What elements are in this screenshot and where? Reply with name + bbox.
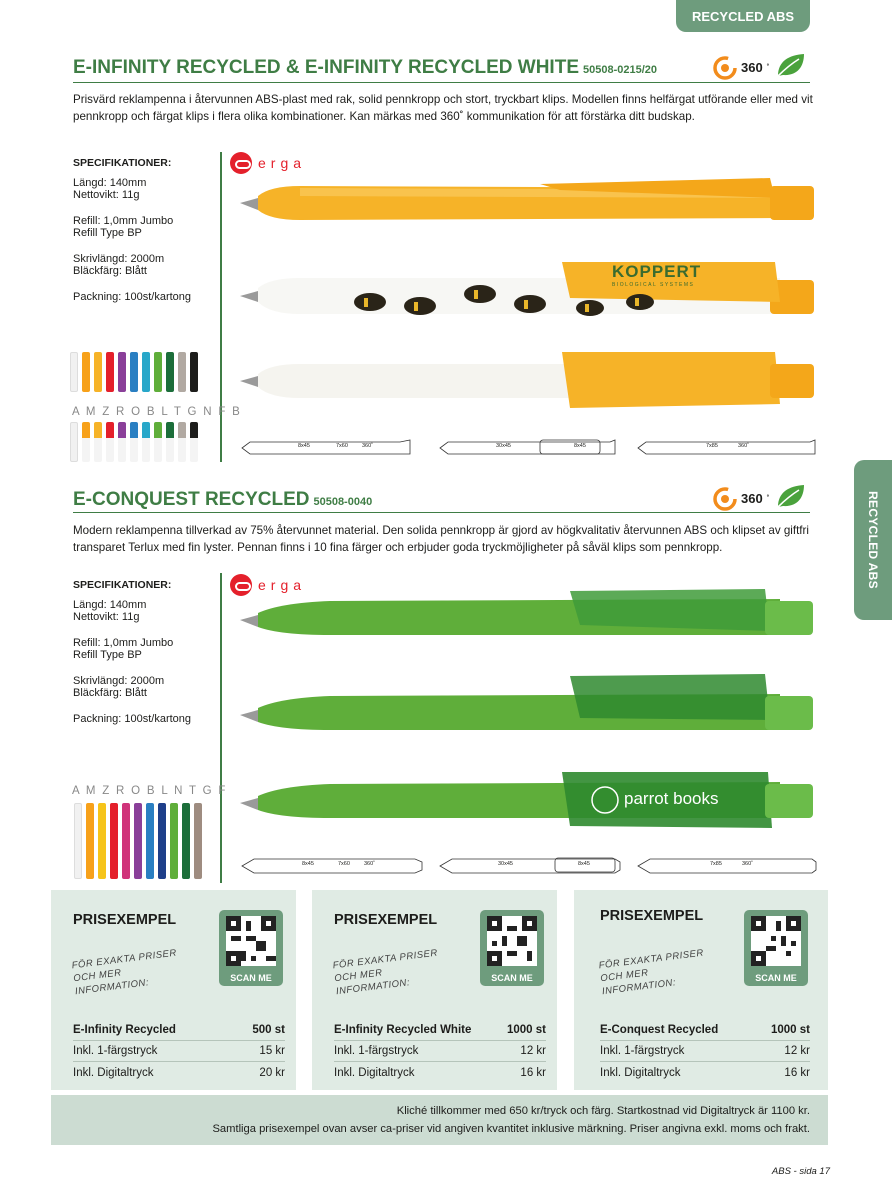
qr-code-icon <box>751 916 801 966</box>
swatch <box>134 803 142 879</box>
swatch <box>142 422 150 462</box>
spec-packing: Packning: 100st/kartong <box>73 290 192 303</box>
print-size: 8x45 <box>574 443 586 449</box>
price-row: Inkl. Digitaltryck 16 kr <box>334 1066 546 1079</box>
section2-title-text: E-CONQUEST RECYCLED <box>73 489 310 510</box>
leaf-icon <box>775 51 807 84</box>
print-size: 7x85 <box>706 443 718 449</box>
swatch <box>98 803 106 879</box>
section2-specs <box>73 579 223 738</box>
section2-title <box>73 489 372 511</box>
swatch <box>118 422 126 462</box>
pen-white-print <box>240 254 820 334</box>
print-size: 8x45 <box>298 443 310 449</box>
section2-divider <box>220 573 222 883</box>
swatch <box>166 422 174 462</box>
brand-name: erga <box>258 577 307 593</box>
spec-ink: Bläckfärg: Blått <box>73 687 147 699</box>
swatch <box>166 352 174 392</box>
swatch <box>70 422 78 462</box>
price-row: E-Infinity Recycled 500 st <box>73 1020 285 1041</box>
print-size: 360˚ <box>364 861 376 867</box>
swatch <box>70 352 78 392</box>
spec-packing: Packning: 100st/kartong <box>73 712 192 725</box>
price-row: E-Conquest Recycled 1000 st <box>600 1020 810 1041</box>
price-header: PRISEXEMPEL <box>334 912 438 928</box>
swatch <box>82 352 90 392</box>
spec-write-length: Skrivlängd: 2000m <box>73 674 165 687</box>
spec-refill: Refill: 1,0mm Jumbo <box>73 214 174 227</box>
swatch <box>170 803 178 879</box>
swatch <box>178 352 186 392</box>
spec-weight: Nettovikt: 11g <box>73 189 140 201</box>
spec-length: Längd: 140mm <box>73 598 147 611</box>
spec-header: SPECIFIKATIONER: <box>73 157 172 169</box>
price-row: Inkl. Digitaltryck 20 kr <box>73 1066 285 1079</box>
section1-color-codes: A M Z R O B L T G N F B <box>72 406 242 418</box>
swatch <box>106 422 114 462</box>
print-logo-subtext: BIOLOGICAL SYSTEMS <box>612 282 695 288</box>
swatch <box>106 352 114 392</box>
spec-refill-type: Refill Type BP <box>73 227 142 239</box>
page-number: ABS - sida 17 <box>771 1166 830 1177</box>
swatch <box>154 422 162 462</box>
pen-green-2 <box>240 670 820 738</box>
swatch <box>142 352 150 392</box>
spec-weight: Nettovikt: 11g <box>73 611 140 623</box>
spec-length: Längd: 140mm <box>73 176 147 189</box>
section2-print-areas <box>240 856 820 876</box>
section1-description: Prisvärd reklampenna i återvunnen ABS-plast med rak, solid pennkropp och stort, tryckbart klips. Modellen finns helfärgat utförande eller med vit pennkropp och färgat klips i flera olika kombinationer. Kan märkas med 360˚ kommunikation för att förstärka ditt budskap. <box>73 93 813 123</box>
section2-code: 50508-0040 <box>313 496 373 508</box>
print-logo-text: parrot books <box>624 789 719 808</box>
print-size: 7x60 <box>336 443 348 449</box>
print-size: 360˚ <box>742 861 754 867</box>
section2-icons <box>713 482 807 515</box>
section1-swatches-white <box>70 422 198 462</box>
price-row: Inkl. 1-färgstryck 15 kr <box>73 1041 285 1062</box>
section1-swatches-full <box>70 352 198 392</box>
handwritten-note: FÖR EXAKTA PRISER OCH MER INFORMATION: <box>71 947 178 998</box>
category-tab-label: RECYCLED ABS <box>691 8 795 24</box>
section2-color-codes: A M Z R O B L N T G F <box>72 785 228 797</box>
brand-name: erga <box>258 155 307 171</box>
swatch <box>94 352 102 392</box>
qr-code[interactable] <box>219 910 283 986</box>
category-tab <box>676 0 810 32</box>
price-header: PRISEXEMPEL <box>73 912 177 928</box>
swatch <box>178 422 186 462</box>
section1-title <box>73 57 657 79</box>
handwritten-note: FÖR EXAKTA PRISER OCH MER INFORMATION: <box>332 947 439 998</box>
swatch <box>110 803 118 879</box>
section1-code: 50508-0215/20 <box>583 64 658 76</box>
print-size: 8x45 <box>578 861 590 867</box>
swatch <box>146 803 154 879</box>
price-box-3 <box>574 890 828 1090</box>
handwritten-note: FÖR EXAKTA PRISER OCH MER INFORMATION: <box>598 947 705 998</box>
pen-green-1 <box>240 585 820 649</box>
scan-me-label: SCAN ME <box>491 973 533 983</box>
pen-green-print <box>240 768 820 832</box>
price-box-1 <box>51 890 296 1090</box>
swatch <box>86 803 94 879</box>
swatch <box>130 422 138 462</box>
print-size: 360˚ <box>738 443 750 449</box>
print-size: 8x45 <box>302 861 314 867</box>
print-size: 360˚ <box>362 443 374 449</box>
footnote-line-2: Samtliga prisexempel ovan avser ca-priser vid angiven kvantitet inklusive märkning. Priser angivna exkl. moms och frakt. <box>212 1123 810 1135</box>
section1-title-text: E-INFINITY RECYCLED & E-INFINITY RECYCLED WHITE <box>73 57 579 78</box>
section1-rule <box>73 82 810 83</box>
swatch <box>74 803 82 879</box>
price-box-2 <box>312 890 557 1090</box>
print-size: 7x85 <box>710 861 722 867</box>
price-row: Inkl. 1-färgstryck 12 kr <box>600 1041 810 1062</box>
spec-write-length: Skrivlängd: 2000m <box>73 252 165 265</box>
side-category-tab <box>854 460 892 620</box>
swatch <box>194 803 202 879</box>
print-size: 7x60 <box>338 861 350 867</box>
qr-code-icon <box>226 916 276 966</box>
price-row: E-Infinity Recycled White 1000 st <box>334 1020 546 1041</box>
swatch <box>118 352 126 392</box>
side-tab-label: RECYCLED ABS <box>866 491 880 589</box>
price-header: PRISEXEMPEL <box>600 908 704 924</box>
price-table <box>73 1020 285 1083</box>
qr-code-icon <box>487 916 537 966</box>
price-row: Inkl. Digitaltryck 16 kr <box>600 1066 810 1079</box>
footnote-line-1: Kliché tillkommer med 650 kr/tryck och färg. Startkostnad vid Digitaltryck är 1100 kr. <box>396 1105 810 1117</box>
spec-header: SPECIFIKATIONER: <box>73 579 172 591</box>
price-table <box>600 1020 810 1083</box>
spec-refill-type: Refill Type BP <box>73 649 142 661</box>
scan-me-label: SCAN ME <box>230 973 272 983</box>
section1-specs <box>73 157 223 316</box>
rotate-360-icon: 360 ˚ <box>713 487 769 511</box>
qr-code[interactable] <box>480 910 544 986</box>
price-row: Inkl. 1-färgstryck 12 kr <box>334 1041 546 1062</box>
section2-swatches <box>74 803 202 879</box>
leaf-icon <box>775 482 807 515</box>
pen-white-yellow <box>240 348 820 412</box>
footnote <box>51 1095 828 1145</box>
section1-icons <box>713 51 807 84</box>
swatch <box>94 422 102 462</box>
section2-description: Modern reklampenna tillverkad av 75% återvunnet material. Den solida pennkropp är gjord av högkvalitativ återvunnen ABS och klipset av giftfri transparet Terlux med fin lyster. Pennan finns i 10 fina färger och erbjuder goda tryckmöjligheter på såväl klips som pennkropp. <box>73 524 809 554</box>
spec-ink: Bläckfärg: Blått <box>73 265 147 277</box>
swatch <box>154 352 162 392</box>
swatch <box>82 422 90 462</box>
qr-code[interactable] <box>744 910 808 986</box>
rotate-360-icon: 360 ˚ <box>713 56 769 80</box>
print-size: 30x45 <box>496 443 511 449</box>
scan-me-label: SCAN ME <box>755 973 797 983</box>
section1-print-areas <box>240 438 820 458</box>
swatch <box>190 352 198 392</box>
swatch <box>190 422 198 462</box>
pen-yellow <box>240 168 820 238</box>
swatch <box>130 352 138 392</box>
print-size: 30x45 <box>498 861 513 867</box>
swatch <box>122 803 130 879</box>
swatch <box>182 803 190 879</box>
section2-rule <box>73 512 810 513</box>
print-logo-text: KOPPERT <box>612 262 702 281</box>
swatch <box>158 803 166 879</box>
spec-refill: Refill: 1,0mm Jumbo <box>73 636 174 649</box>
price-table <box>334 1020 546 1083</box>
